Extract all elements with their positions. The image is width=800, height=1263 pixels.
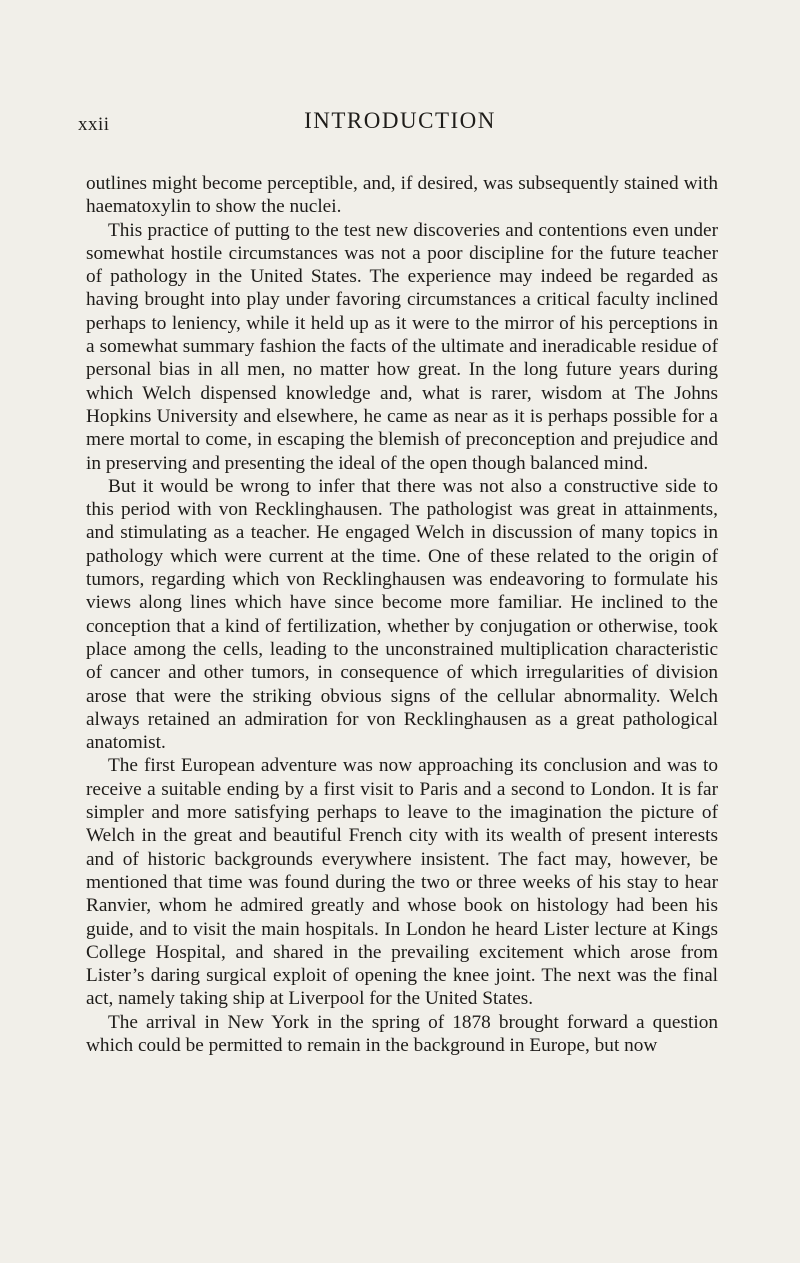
paragraph: This practice of putting to the test new discoveries and contentions even under somewhat hostile circumstances was not a poor discipline for the future teacher of pathology in the United States. The experience may indeed be regarded as having brought into play under favoring circumstances a critical faculty inclined perhaps to leniency, while it held up as it were to the mirror of his perceptions in a somewhat summary fashion the facts of the ultimate and ineradicable residue of personal bias in all men, no matter how great. In the long future years during which Welch dispensed knowledge and, what is rarer, wisdom at The Johns Hopkins University and elsewhere, he came as near as it is perhaps possible for a mere mortal to come, in escaping the blemish of preconception and prejudice and in preserving and presenting the ideal of the open though balanced mind. xyxy=(86,219,718,474)
page-number: xxii xyxy=(78,114,110,135)
paragraph: The arrival in New York in the spring of 1878 brought forward a question which could be permitted to remain in the background in Europe, but now xyxy=(86,1011,718,1056)
paragraph-continuation: outlines might become perceptible, and, if desired, was subsequently stained with haematoxylin to show the nuclei. xyxy=(86,173,718,218)
running-title: INTRODUCTION xyxy=(304,108,496,133)
running-head xyxy=(0,108,800,138)
body-text xyxy=(86,172,718,1057)
paragraph: The first European adventure was now approaching its conclusion and was to receive a suitable ending by a first visit to Paris and a second to London. It is far simpler and more satisfying perhaps to leave to the imagination the picture of Welch in the great and beautiful French city with its wealth of present interests and of historic backgrounds everywhere insistent. The fact may, however, be mentioned that time was found during the two or three weeks of his stay to hear Ranvier, whom he admired greatly and whose book on histology had been his guide, and to visit the main hospitals. In London he heard Lister lecture at Kings College Hospital, and shared in the prevailing excitement which arose from Lister’s daring surgical exploit of opening the knee joint. The next was the final act, namely taking ship at Liverpool for the United States. xyxy=(86,755,718,1010)
paragraph: But it would be wrong to infer that there was not also a constructive side to this period with von Recklinghausen. The pathologist was great in attainments, and stimulating as a teacher. He engaged Welch in discussion of many topics in pathology which were current at the time. One of these related to the origin of tumors, regarding which von Recklinghausen was endeavoring to formulate his views along lines which have since become more familiar. He inclined to the conception that a kind of fertilization, whether by conjugation or otherwise, took place among the cells, leading to the unconstrained multiplication characteristic of cancer and other tumors, in consequence of which irregularities of division arose that were the striking obvious signs of the cellular abnormality. Welch always retained an admiration for von Recklinghausen as a great pathological anatomist. xyxy=(86,475,718,754)
